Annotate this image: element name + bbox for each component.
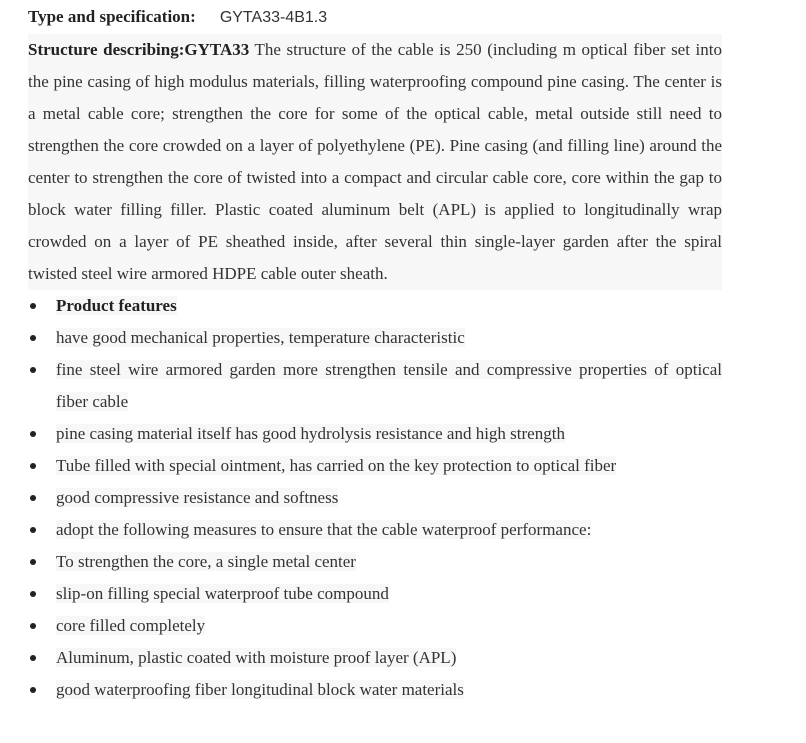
spec-line [28,0,722,34]
structure-label: Structure describing: [28,40,185,59]
features-heading-item [1,290,722,322]
spec-label: Type and specification: [28,7,196,26]
structure-paragraph [28,34,722,290]
feature-text: good compressive resistance and softness [56,488,339,507]
bullet-icon [30,623,36,629]
bullet-icon [30,431,36,437]
feature-item [1,578,722,610]
feature-item [1,674,722,706]
product-description [28,0,722,706]
feature-item [1,546,722,578]
bullet-icon [30,527,36,533]
feature-text: To strengthen the core, a single metal center [56,552,356,571]
feature-item [1,610,722,642]
feature-text: fine steel wire armored garden more strengthen tensile and compressive properties of optical fiber cable [56,360,722,411]
feature-item [1,354,722,418]
bullet-icon [30,495,36,501]
feature-text: adopt the following measures to ensure that the cable waterproof performance: [56,520,592,539]
feature-item [1,450,722,482]
feature-text: good waterproofing fiber longitudinal block water materials [56,680,464,699]
features-list [28,290,722,706]
bullet-icon [30,559,36,565]
feature-text: pine casing material itself has good hydrolysis resistance and high strength [56,424,565,443]
bullet-icon [30,463,36,469]
structure-model: GYTA33 [184,40,250,59]
bullet-icon [30,303,36,309]
feature-text: core filled completely [56,616,206,635]
feature-item [1,418,722,450]
feature-text: have good mechanical properties, temperature characteristic [56,328,465,347]
feature-item [1,642,722,674]
feature-text: Tube filled with special ointment, has carried on the key protection to optical fiber [56,456,617,475]
feature-text: Aluminum, plastic coated with moisture proof layer (APL) [56,648,457,667]
feature-item [1,322,722,354]
feature-item [1,482,722,514]
structure-text: The structure of the cable is 250 (including m optical fiber set into the pine casing of high modulus materials, filling waterproofing compound pine casing. The center is a metal cable core; strengthen the core for some of the optical cable, metal outside still need to strengthen the core crowded on a layer of polyethylene (PE). Pine casing (and filling line) around the center to strengthen the core of twisted into a compact and circular cable core, core within the gap to block water filling filler. Plastic coated aluminum belt (APL) is applied to longitudinally wrap crowded on a layer of PE sheathed inside, after several thin single-layer garden after the spiral twisted steel wire armored HDPE cable outer sheath. [28,40,722,283]
spec-value: GYTA33-4B1.3 [219,9,328,26]
bullet-icon [30,335,36,341]
bullet-icon [30,591,36,597]
feature-item [1,514,722,546]
bullet-icon [30,687,36,693]
feature-text: slip-on filling special waterproof tube compound [56,584,389,603]
bullet-icon [30,367,36,373]
bullet-icon [30,655,36,661]
features-heading: Product features [56,296,177,315]
